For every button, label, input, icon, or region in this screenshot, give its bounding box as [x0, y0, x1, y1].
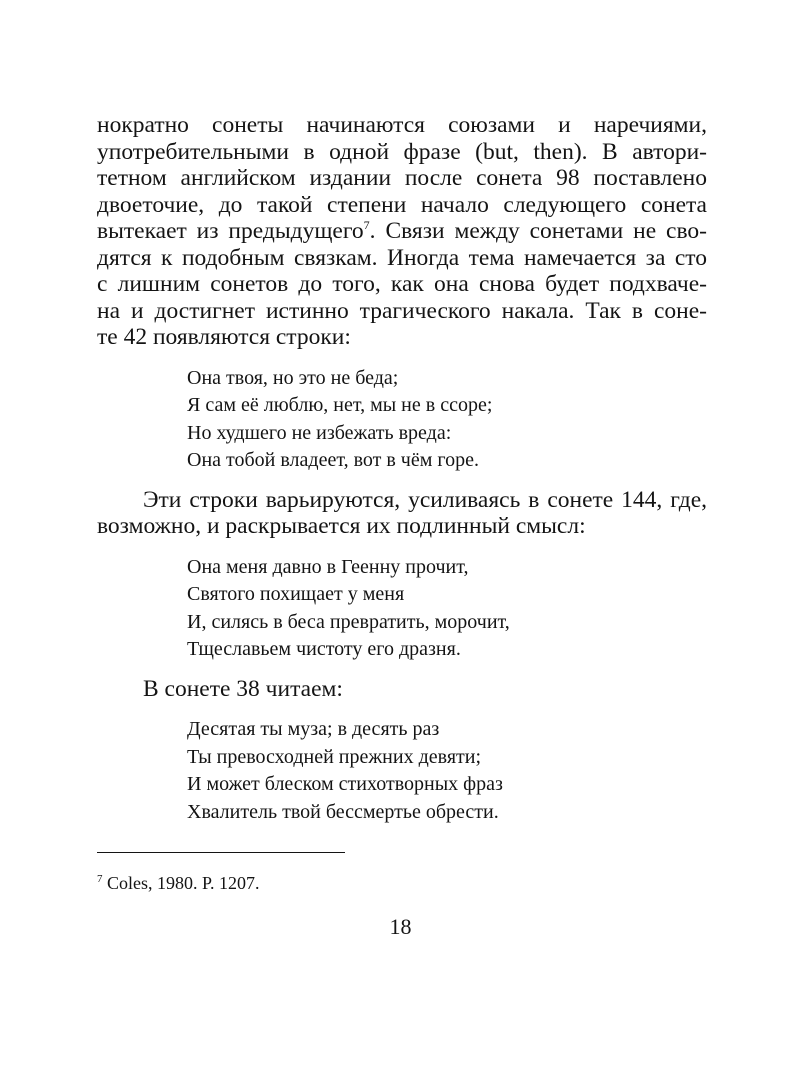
verse-line: И, силясь в беса превратить, морочит,: [187, 610, 510, 633]
footnote-marker: 7: [97, 873, 103, 885]
paragraph-1: [97, 112, 707, 351]
text-line: В сонете 38 читаем:: [143, 675, 343, 702]
verse-quote-sonnet-144: [187, 554, 707, 664]
text-line: употребительными в одной фразе (but, then). В автори-: [97, 138, 707, 165]
verse-line: Святого похищает у меня: [187, 583, 405, 605]
verse-line: Десятая ты муза; в десять раз: [187, 718, 440, 740]
verse-line: Я сам её люблю, нет, мы не в ссоре;: [187, 394, 493, 416]
footnote-divider: [97, 852, 345, 853]
footnote: [97, 872, 260, 894]
text-line: с лишним сонетов до того, как она снова будет подхваче-: [97, 271, 707, 297]
verse-line: Она меня давно в Геенну прочит,: [187, 555, 469, 578]
verse-line: Тщеславьем чистоту его дразня.: [187, 638, 461, 660]
text-line: те 42 появляются строки:: [97, 324, 351, 350]
verse-line: Хвалитель твой бессмертье обрести.: [187, 800, 499, 823]
footnote-reference[interactable]: 7: [363, 218, 370, 233]
footnote-text: Coles, 1980. P. 1207.: [102, 873, 260, 893]
verse-line: Она тобой владеет, вот в чём горе.: [187, 449, 479, 471]
text-line: возможно, и раскрывается их подлинный смысл:: [97, 513, 586, 539]
text-line: тетном английском издании после сонета 98 поставлено: [97, 165, 707, 191]
text-line: дятся к подобным связкам. Иногда тема намечается за сто: [97, 244, 707, 271]
paragraph-3: [97, 676, 707, 703]
text-line: на и достигнет истинно трагического накала. Так в соне-: [97, 297, 707, 324]
text-segment: вытекает из предыдущего: [97, 218, 364, 244]
verse-line: И может блеском стихотворных фраз: [187, 773, 503, 795]
page-body: [97, 112, 707, 838]
page-number: 18: [389, 914, 412, 939]
paragraph-2: [97, 487, 707, 540]
verse-line: Но худшего не избежать вреда:: [187, 421, 452, 444]
text-line: [97, 218, 707, 245]
verse-quote-sonnet-42: [187, 365, 707, 475]
text-line: нократно сонеты начинаются союзами и наречиями,: [97, 112, 707, 138]
verse-line: Она твоя, но это не беда;: [187, 366, 399, 389]
verse-line: Ты превосходней прежних девяти;: [187, 745, 482, 768]
text-line: двоеточие, до такой степени начало следующего сонета: [97, 191, 707, 218]
text-line: Эти строки варьируются, усиливаясь в сонете 144, где,: [143, 486, 707, 513]
verse-quote-sonnet-38: [187, 716, 707, 826]
text-segment: . Связи между сонетами не сво-: [369, 218, 707, 244]
